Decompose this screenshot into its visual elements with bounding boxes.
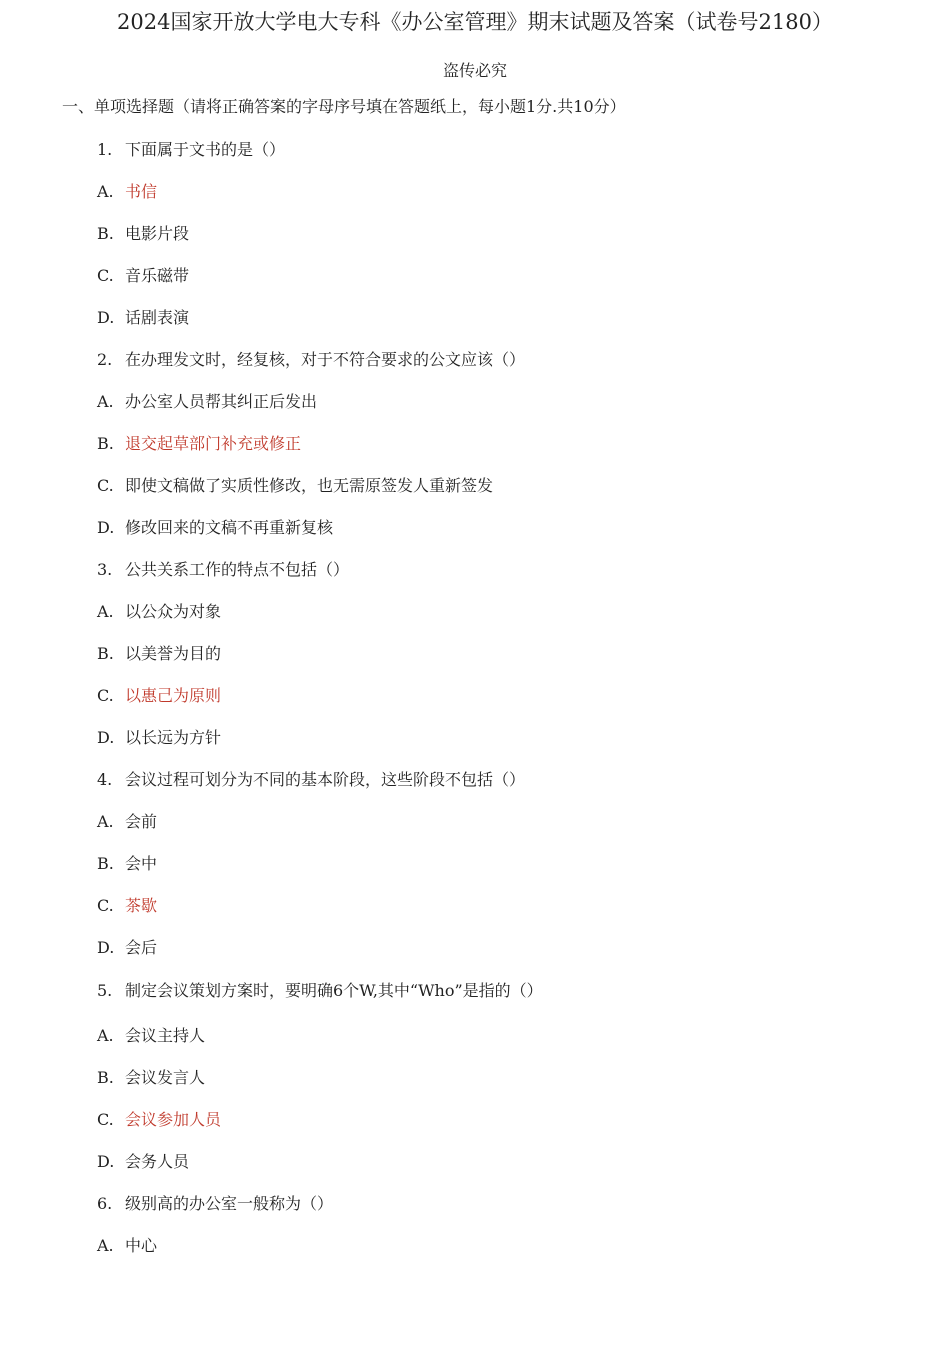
option-label: B. <box>97 854 114 873</box>
question-text: 在办理发文时，经复核，对于不符合要求的公文应该（） <box>125 350 526 369</box>
question-number: 1. <box>97 140 113 159</box>
answer-option <box>97 433 301 455</box>
option-text: 办公室人员帮其纠正后发出 <box>125 392 318 411</box>
question-stem <box>97 559 349 581</box>
question-stem <box>97 1193 333 1215</box>
option-text: 话剧表演 <box>125 308 190 327</box>
question-number: 4. <box>97 770 113 789</box>
option-label: A. <box>97 392 114 411</box>
option-label: C. <box>97 1110 114 1129</box>
option <box>97 265 189 287</box>
option <box>97 223 189 245</box>
option <box>97 1235 157 1257</box>
option <box>97 601 221 623</box>
question-text: 级别高的办公室一般称为（） <box>125 1194 334 1213</box>
option-text: 即使文稿做了实质性修改，也无需原签发人重新签发 <box>125 476 494 495</box>
question-text: 公共关系工作的特点不包括（） <box>125 560 350 579</box>
option-text: 音乐磁带 <box>125 266 190 285</box>
option-label: A. <box>97 182 114 201</box>
answer-option <box>97 181 157 203</box>
option <box>97 1067 205 1089</box>
option <box>97 1025 205 1047</box>
option-label: D. <box>97 518 115 537</box>
option <box>97 517 333 539</box>
option-text: 电影片段 <box>125 224 190 243</box>
option-text: 会议参加人员 <box>125 1110 222 1129</box>
document-title: 2024国家开放大学电大专科《办公室管理》期末试题及答案（试卷号2180） <box>117 10 833 34</box>
option-text: 书信 <box>125 182 158 201</box>
option-label: A. <box>97 602 114 621</box>
option-text: 以惠己为原则 <box>125 686 222 705</box>
question-stem <box>97 349 525 371</box>
answer-option <box>97 685 221 707</box>
option <box>97 391 317 413</box>
option-label: A. <box>97 812 114 831</box>
option-label: D. <box>97 728 115 747</box>
option-text: 中心 <box>125 1236 158 1255</box>
question-stem <box>97 769 525 791</box>
option-label: B. <box>97 1068 114 1087</box>
option-text: 以长远为方针 <box>125 728 222 747</box>
option <box>97 727 221 749</box>
option-label: A. <box>97 1236 114 1255</box>
option-text: 会议主持人 <box>125 1026 206 1045</box>
option-text: 会务人员 <box>125 1152 190 1171</box>
question-text: 下面属于文书的是（） <box>125 140 286 159</box>
option-label: C. <box>97 686 114 705</box>
option-text: 会中 <box>125 854 158 873</box>
option-label: D. <box>97 1152 115 1171</box>
answer-option <box>97 895 157 917</box>
option <box>97 853 157 875</box>
option-text: 茶歇 <box>125 896 158 915</box>
option-label: C. <box>97 476 114 495</box>
option-text: 会议发言人 <box>125 1068 206 1087</box>
option-label: B. <box>97 434 114 453</box>
answer-option <box>97 1109 221 1131</box>
section-heading: 一、单项选择题（请将正确答案的字母序号填在答题纸上，每小题1分.共10分） <box>62 97 626 116</box>
option <box>97 937 157 959</box>
option-label: B. <box>97 644 114 663</box>
question-stem <box>97 139 285 161</box>
question-number: 2. <box>97 350 113 369</box>
option <box>97 811 157 833</box>
option-label: C. <box>97 266 114 285</box>
option-label: D. <box>97 308 115 327</box>
document-subtitle: 盗传必究 <box>442 61 507 80</box>
option <box>97 307 189 329</box>
question-text: 会议过程可划分为不同的基本阶段，这些阶段不包括（） <box>125 770 526 789</box>
option <box>97 643 221 665</box>
question-number: 3. <box>97 560 113 579</box>
question-stem <box>97 980 543 1002</box>
option-text: 以公众为对象 <box>125 602 222 621</box>
option-text: 会前 <box>125 812 158 831</box>
question-number: 5. <box>97 981 113 1000</box>
question-text: 制定会议策划方案时，要明确6个W,其中“Who”是指的（） <box>125 981 543 1000</box>
option <box>97 475 493 497</box>
option-label: B. <box>97 224 114 243</box>
option-label: D. <box>97 938 115 957</box>
option-label: A. <box>97 1026 114 1045</box>
option-text: 退交起草部门补充或修正 <box>125 434 302 453</box>
option-text: 以美誉为目的 <box>125 644 222 663</box>
option-label: C. <box>97 896 114 915</box>
option <box>97 1151 189 1173</box>
question-number: 6. <box>97 1194 113 1213</box>
option-text: 会后 <box>125 938 158 957</box>
option-text: 修改回来的文稿不再重新复核 <box>125 518 334 537</box>
